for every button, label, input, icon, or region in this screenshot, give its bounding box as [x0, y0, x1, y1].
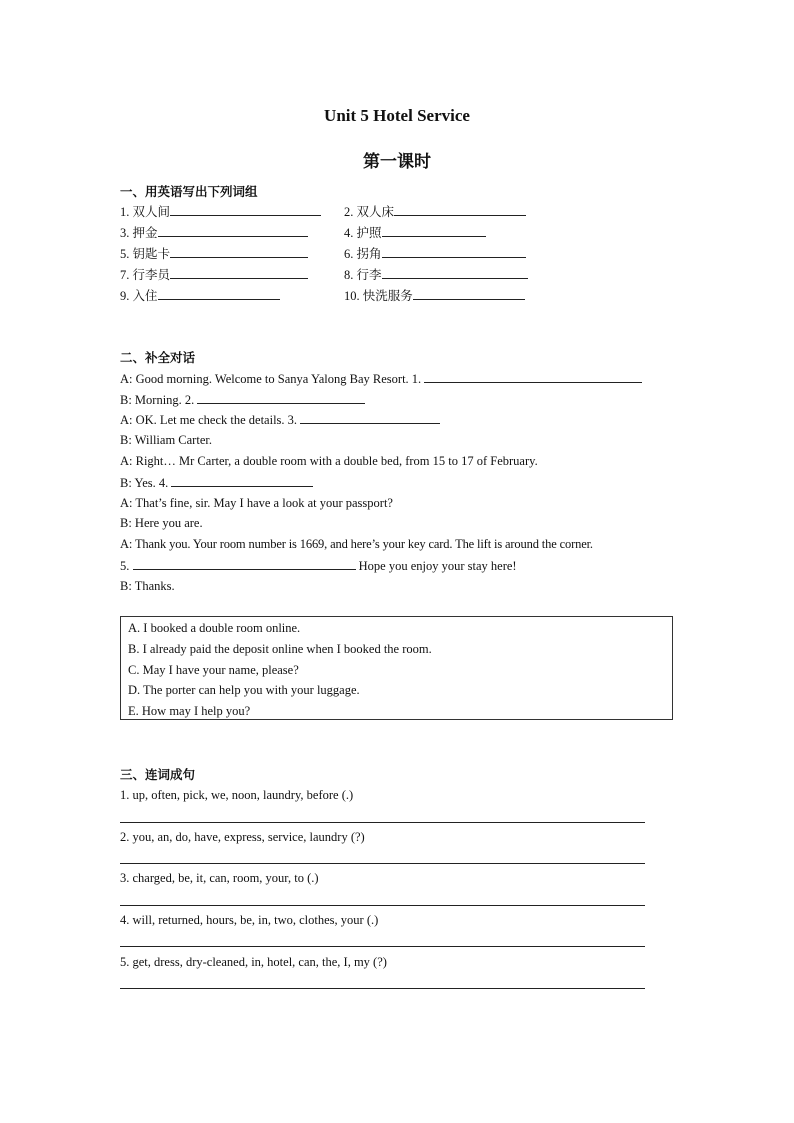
dialogue-line-7: A: That’s fine, sir. May I have a look at your passport?	[120, 496, 393, 510]
vocab-blank[interactable]	[413, 287, 525, 300]
vocab-blank[interactable]	[170, 266, 308, 279]
vocab-item-5	[120, 245, 308, 262]
vocab-blank[interactable]	[158, 287, 280, 300]
vocab-word: 钥匙卡	[132, 246, 171, 261]
vocab-word: 双人间	[132, 204, 171, 219]
dialogue-blank-3[interactable]	[300, 411, 440, 424]
dialogue-blank-5[interactable]	[133, 557, 356, 570]
answer-line-1[interactable]	[120, 822, 645, 823]
vocab-word: 护照	[356, 225, 382, 240]
answer-line-3[interactable]	[120, 905, 645, 906]
vocab-blank[interactable]	[382, 245, 526, 258]
dialogue-line-2	[120, 391, 365, 408]
vocab-num: 3.	[120, 226, 130, 240]
dialogue-text-post: Hope you enjoy your stay here!	[355, 559, 517, 573]
answer-line-5[interactable]	[120, 988, 645, 989]
vocab-blank[interactable]	[158, 224, 308, 237]
answer-line-4[interactable]	[120, 946, 645, 947]
vocab-num: 9.	[120, 289, 130, 303]
vocab-item-4	[344, 224, 486, 241]
option-a: A. I booked a double room online.	[128, 621, 301, 635]
sentence-prompt-4: 4. will, returned, hours, be, in, two, clothes, your (.)	[120, 913, 379, 927]
dialogue-text: A: OK. Let me check the details. 3.	[120, 413, 301, 427]
vocab-item-3	[120, 224, 308, 241]
dialogue-text: A: Good morning. Welcome to Sanya Yalong Bay Resort. 1.	[120, 372, 425, 386]
dialogue-blank-1[interactable]	[424, 370, 642, 383]
vocab-item-7	[120, 266, 308, 283]
dialogue-line-10	[120, 557, 517, 574]
vocab-num: 1.	[120, 205, 130, 219]
vocab-blank[interactable]	[394, 203, 526, 216]
dialogue-text: B: Yes. 4.	[120, 476, 172, 490]
dialogue-line-11: B: Thanks.	[120, 579, 175, 593]
option-c: C. May I have your name, please?	[128, 663, 299, 677]
vocab-num: 2.	[344, 205, 354, 219]
lesson-subtitle: 第一课时	[363, 152, 431, 172]
vocab-word: 快洗服务	[362, 288, 413, 303]
vocab-item-1	[120, 203, 321, 220]
dialogue-line-5: A: Right… Mr Carter, a double room with a double bed, from 15 to 17 of February.	[120, 454, 538, 468]
dialogue-line-9: A: Thank you. Your room number is 1669, and here’s your key card. The lift is around the corner.	[120, 537, 593, 551]
vocab-word: 行李员	[132, 267, 171, 282]
dialogue-line-8: B: Here you are.	[120, 516, 203, 530]
options-box	[120, 616, 673, 720]
answer-line-2[interactable]	[120, 863, 645, 864]
sentence-prompt-1: 1. up, often, pick, we, noon, laundry, before (.)	[120, 788, 354, 802]
vocab-item-9	[120, 287, 280, 304]
vocab-num: 8.	[344, 268, 354, 282]
dialogue-line-4: B: William Carter.	[120, 433, 212, 447]
section1-heading: 一、用英语写出下列词组	[120, 184, 258, 199]
vocab-blank[interactable]	[382, 266, 528, 279]
page-title: Unit 5 Hotel Service	[324, 106, 470, 125]
vocab-num: 7.	[120, 268, 130, 282]
vocab-item-8	[344, 266, 528, 283]
dialogue-blank-4[interactable]	[171, 474, 313, 487]
vocab-word: 入住	[132, 288, 158, 303]
sentence-prompt-2: 2. you, an, do, have, express, service, laundry (?)	[120, 830, 365, 844]
vocab-num: 4.	[344, 226, 354, 240]
section2-heading: 二、补全对话	[120, 350, 196, 365]
vocab-num: 10.	[344, 289, 360, 303]
vocab-num: 5.	[120, 247, 130, 261]
option-b: B. I already paid the deposit online when I booked the room.	[128, 642, 432, 656]
vocab-word: 押金	[132, 225, 158, 240]
vocab-item-10	[344, 287, 525, 304]
dialogue-text: B: Morning. 2.	[120, 393, 198, 407]
vocab-blank[interactable]	[170, 245, 308, 258]
vocab-blank[interactable]	[382, 224, 486, 237]
option-e: E. How may I help you?	[128, 704, 251, 718]
dialogue-text: 5.	[120, 559, 133, 573]
vocab-item-2	[344, 203, 526, 220]
dialogue-blank-2[interactable]	[197, 391, 365, 404]
dialogue-line-1	[120, 370, 642, 387]
vocab-word: 行李	[356, 267, 382, 282]
sentence-prompt-5: 5. get, dress, dry-cleaned, in, hotel, can, the, I, my (?)	[120, 955, 387, 969]
vocab-word: 拐角	[356, 246, 382, 261]
vocab-item-6	[344, 245, 526, 262]
dialogue-line-6	[120, 474, 313, 491]
dialogue-line-3	[120, 411, 440, 428]
section3-heading: 三、连词成句	[120, 767, 196, 782]
sentence-prompt-3: 3. charged, be, it, can, room, your, to (.)	[120, 871, 319, 885]
vocab-blank[interactable]	[170, 203, 321, 216]
vocab-word: 双人床	[356, 204, 395, 219]
option-d: D. The porter can help you with your luggage.	[128, 683, 360, 697]
vocab-num: 6.	[344, 247, 354, 261]
